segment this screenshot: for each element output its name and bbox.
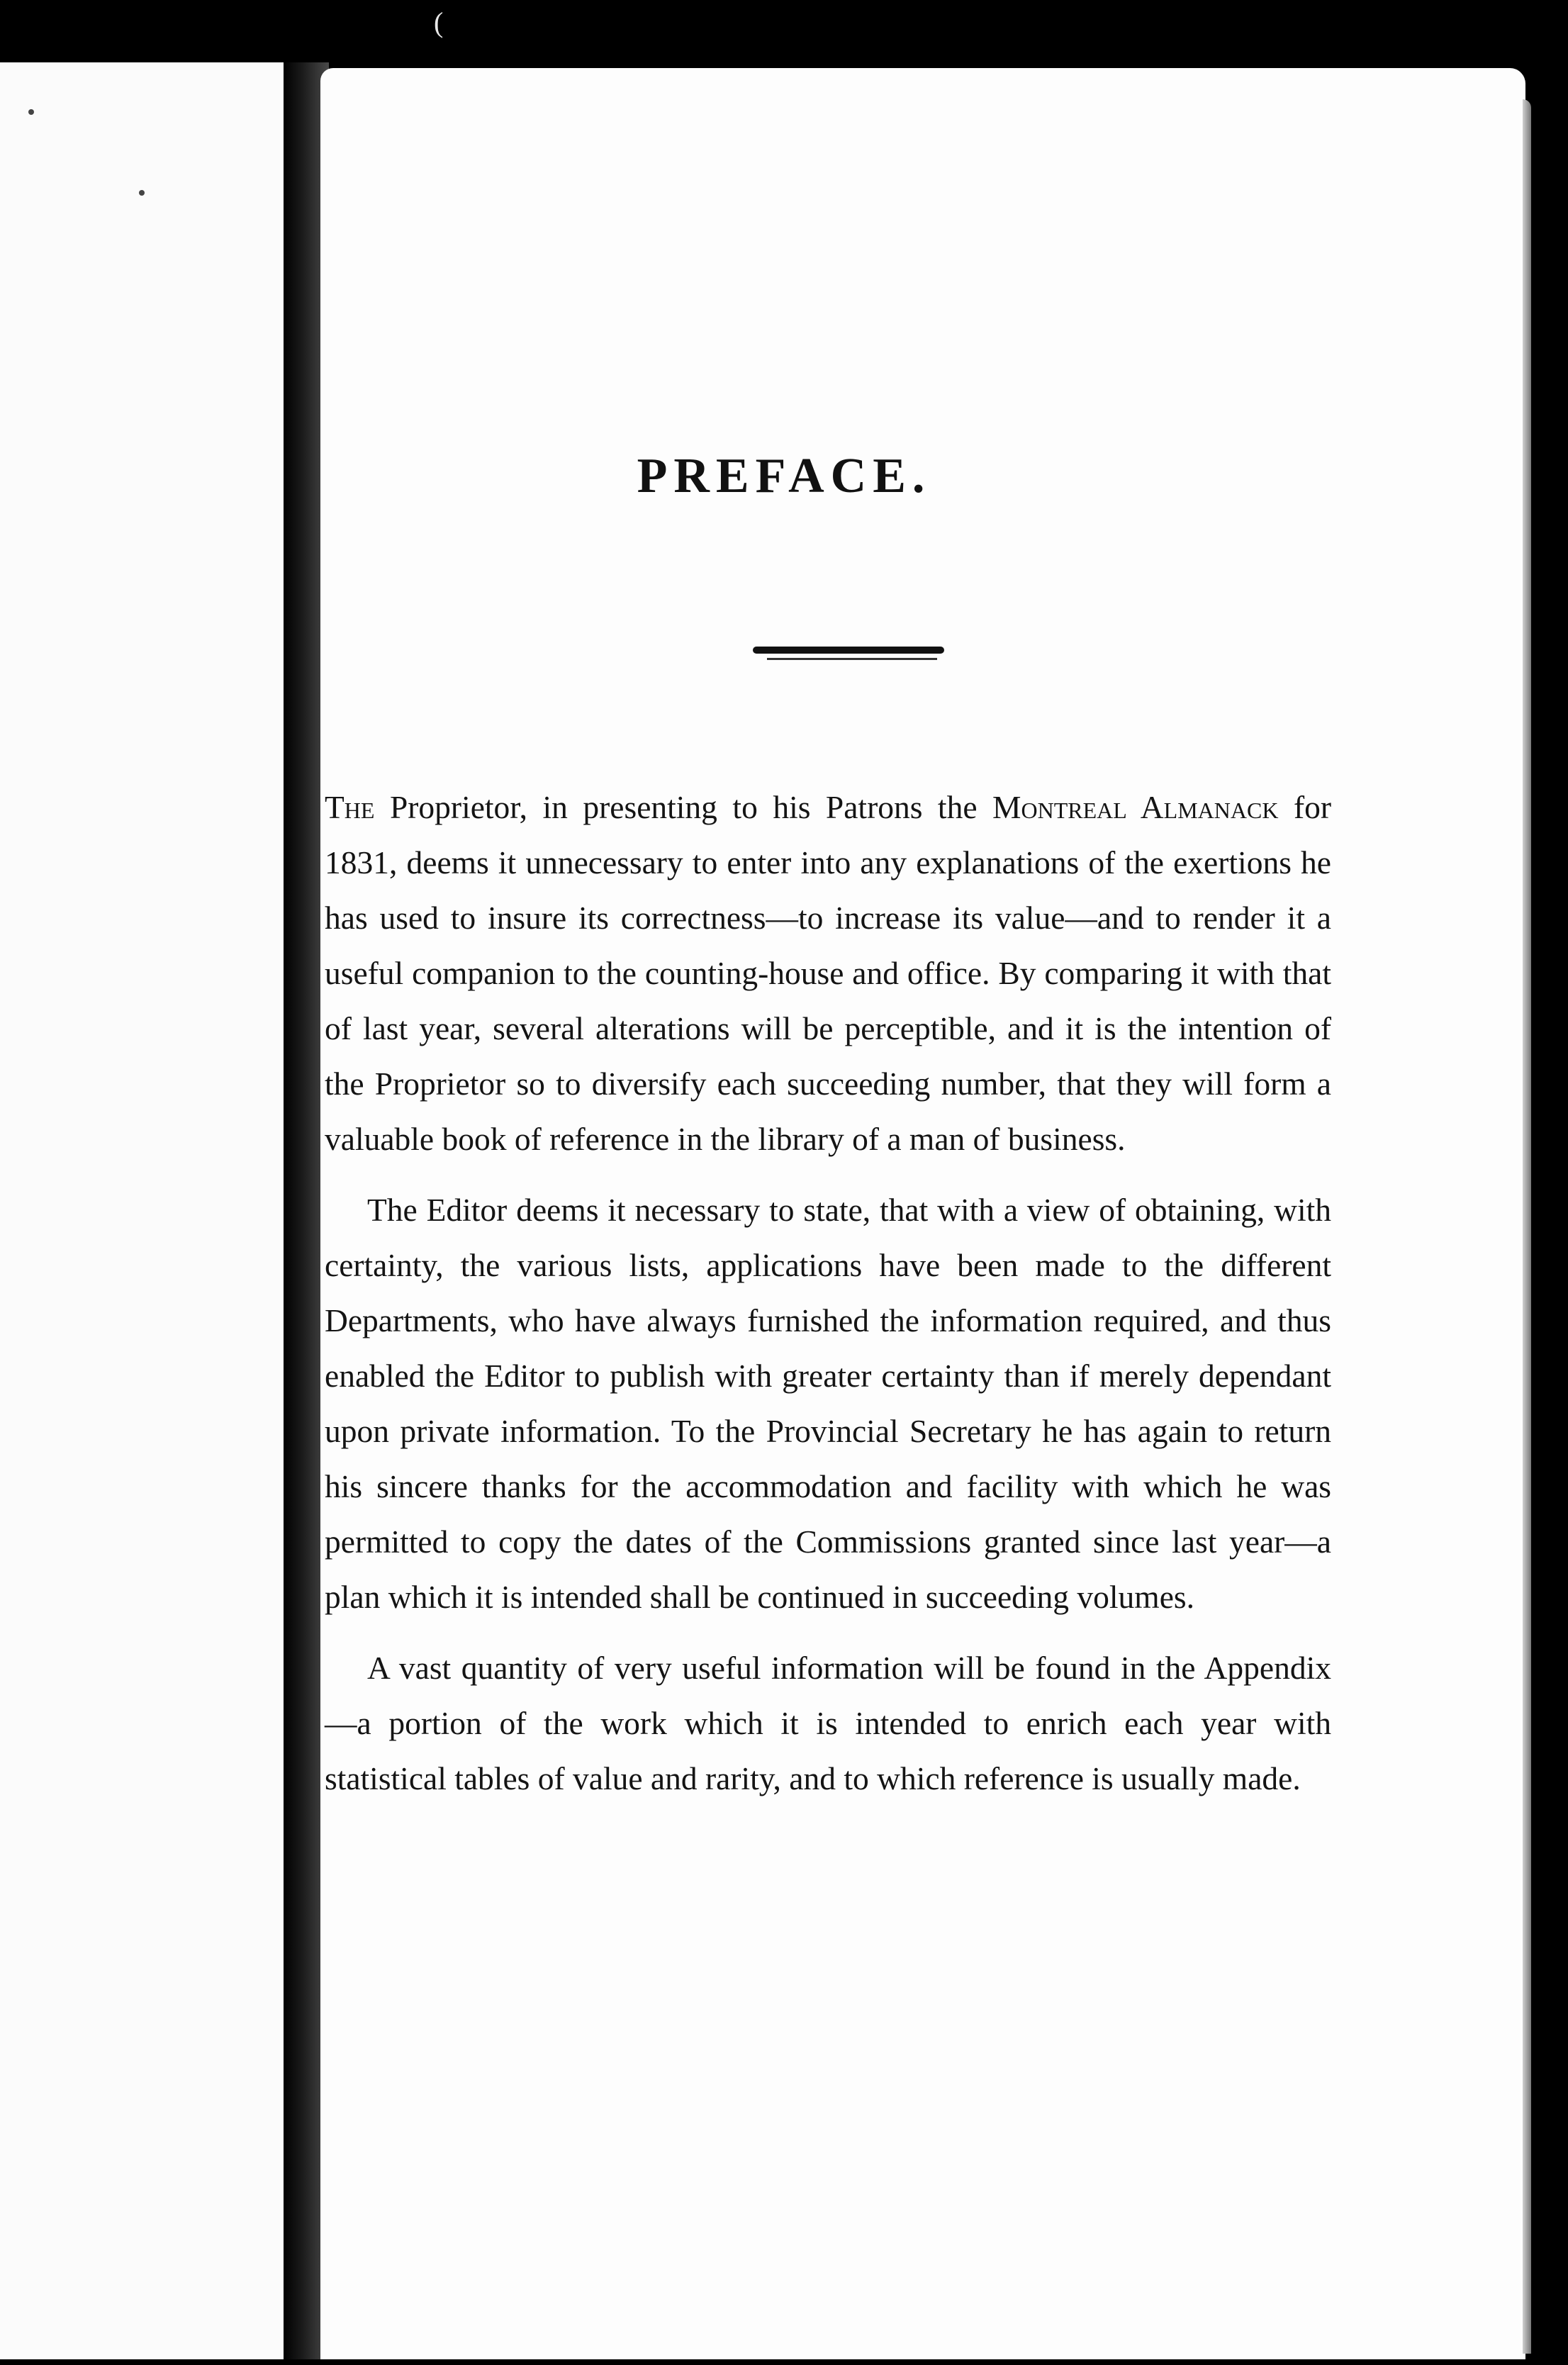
- page-title: PREFACE.: [637, 449, 931, 503]
- paragraph-3: [325, 1640, 1331, 1806]
- title-rule: [753, 647, 944, 654]
- paragraph-text: A vast quantity of very useful information will be found in the Appendix—a portion of the work which it is intended to enrich each year with statistical tables of value and rarity, and to which reference is usually made.: [325, 1650, 1331, 1796]
- facing-page: [0, 62, 284, 2359]
- preface-body: [325, 780, 1331, 1806]
- paragraph-text: for 1831, deems it unnecessary to enter into any explanations of the exertions he has used to insure its correctness—to increase its value—and to render it a useful companion to the counting-house and office. By comparing it with that of last year, several alterations will be perceptible, and it is the intention of the Proprietor so to diversify each succeeding number, that they will form a valuable book of reference in the library of a man of business.: [325, 789, 1331, 1157]
- title-rule-thin: [767, 658, 937, 660]
- ink-speck: [139, 190, 145, 196]
- paragraph-1: [325, 780, 1331, 1167]
- publication-name: Montreal Almanack: [992, 789, 1279, 825]
- stray-mark: (: [434, 6, 444, 38]
- lead-word: The: [325, 789, 375, 825]
- paragraph-text: The Editor deems it necessary to state, that with a view of obtaining, with certainty, the various lists, applications have been made to the different Departments, who have always furnished the information required, and thus enabled the Editor to publish with greater certainty than if merely dependant upon private information. To the Provincial Secretary he has again to return his sincere thanks for the accommodation and facility with which he was permitted to copy the dates of the Commissions granted since last year—a plan which it is intended shall be continued in succeeding volumes.: [325, 1192, 1331, 1615]
- paragraph-text: Proprietor, in presenting to his Patrons the: [374, 789, 993, 825]
- paragraph-2: [325, 1182, 1331, 1625]
- ink-speck: [28, 109, 34, 115]
- page-edge: [1523, 99, 1531, 2354]
